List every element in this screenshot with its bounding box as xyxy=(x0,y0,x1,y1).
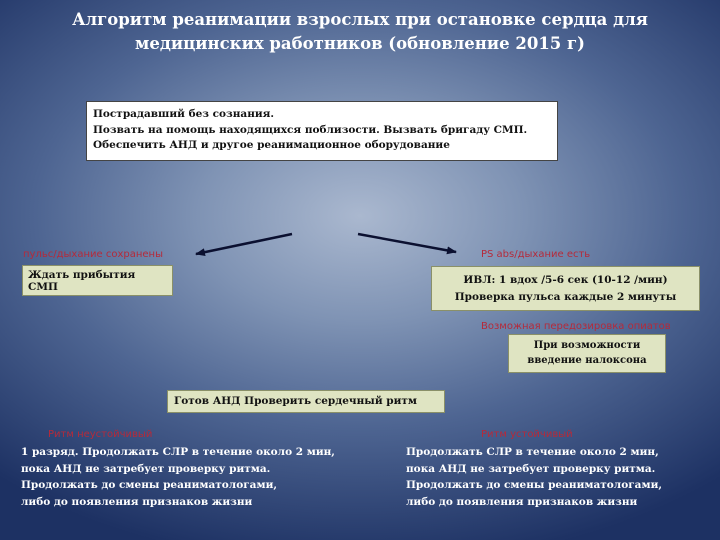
stable-rhythm-label: Ритм устойчивый xyxy=(481,429,573,440)
start-line-3: Обеспечить АНД и другое реанимационное оборудование xyxy=(93,139,450,151)
left-condition-label: пульс/дыхание сохранены xyxy=(23,249,163,260)
start-line-2: Позвать на помощь находящихся поблизости. Вызвать бригаду СМП. xyxy=(93,123,528,136)
stable-line-3: Продолжать до смены реаниматологами, xyxy=(406,479,663,491)
unstable-line-3: Продолжать до смены реаниматологами, xyxy=(21,479,278,491)
opioid-overdose-label: Возможная передозировка опиатов xyxy=(481,321,671,332)
right-condition-label: PS abs/дыхание есть xyxy=(481,249,591,260)
stable-line-1: Продолжать СЛР в течение около 2 мин, xyxy=(406,446,659,458)
unstable-line-4: либо до появления признаков жизни xyxy=(21,495,253,508)
unstable-rhythm-text xyxy=(21,444,335,510)
stable-rhythm-text xyxy=(406,444,662,510)
ventilation-line-1: ИВЛ: 1 вдох /5-6 сек (10-12 /мин) xyxy=(463,274,668,286)
ventilation-line-2: Проверка пульса каждые 2 минуты xyxy=(454,291,677,303)
naloxone-line-2: введение налоксона xyxy=(527,355,647,366)
ventilation-box xyxy=(431,266,700,311)
unstable-line-1: 1 разряд. Продолжать СЛР в течение около 2 мин, xyxy=(21,446,335,458)
aed-rhythm-box: Готов АНД Проверить сердечный ритм xyxy=(167,390,445,413)
naloxone-line-1: При возможности xyxy=(533,340,641,351)
start-line-1: Пострадавший без сознания. xyxy=(93,108,275,120)
arrow-left xyxy=(196,234,292,254)
stable-line-4: либо до появления признаков жизни xyxy=(406,495,638,508)
wait-ems-box: Ждать прибытия СМП xyxy=(22,265,173,296)
naloxone-box xyxy=(508,334,666,373)
arrow-right xyxy=(358,234,456,252)
unstable-line-2: пока АНД не затребует проверку ритма. xyxy=(21,462,271,475)
title-line-1: Алгоритм реанимации взрослых при остановке сердца для xyxy=(72,10,648,29)
stable-line-2: пока АНД не затребует проверку ритма. xyxy=(406,462,656,475)
title-line-2: медицинских работников (обновление 2015 г) xyxy=(135,34,585,53)
unstable-rhythm-label: Ритм неустойчивый xyxy=(48,429,153,440)
